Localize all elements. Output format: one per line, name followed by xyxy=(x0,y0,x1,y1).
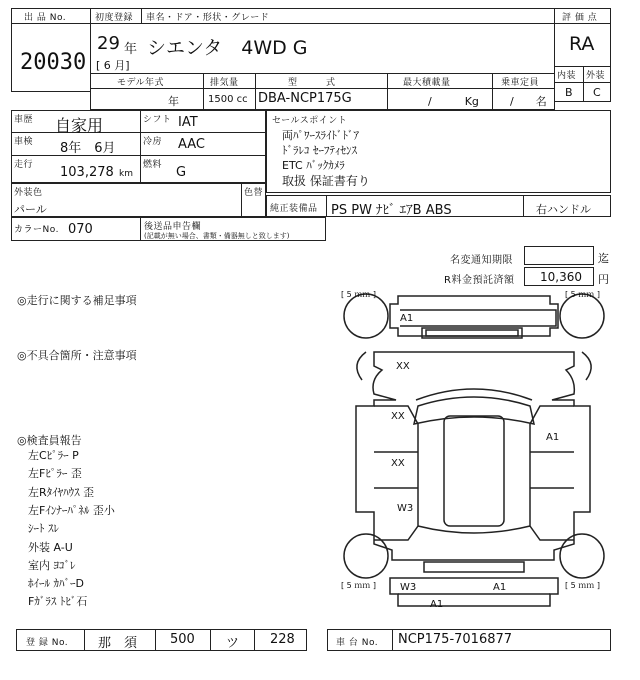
reg-kana: ツ xyxy=(226,636,240,651)
capacity-label: 最大積載量 xyxy=(403,78,451,88)
equipment-label: 純正装備品 xyxy=(270,204,318,214)
reg-number: 228 xyxy=(270,632,295,647)
mark-rear-bottom: A1 xyxy=(430,599,444,610)
info-block xyxy=(11,110,266,183)
mileage-unit: km xyxy=(119,169,133,179)
seats-label: 乗車定員 xyxy=(501,78,540,88)
tire-depth-front-right: [ 5 ｍｍ ] xyxy=(565,290,600,299)
lot-number: 20030 xyxy=(20,50,87,75)
color-label: 外装色 xyxy=(14,188,43,198)
fuel-value: G xyxy=(176,165,187,180)
model-label: 型 式 xyxy=(288,78,336,88)
inspector-item: 外装 A-U xyxy=(28,541,73,554)
recycle-value: 10,360 xyxy=(540,270,582,284)
tire-depth-rear-right: [ 5 ｍｍ ] xyxy=(565,581,600,590)
inspection-label: 車検 xyxy=(14,137,34,147)
inspection-value: 8年 6月 xyxy=(60,141,116,156)
inspector-item: ﾎｲｰﾙ ｶﾊﾞｰD xyxy=(28,577,84,590)
exterior-label: 外装 xyxy=(586,71,606,81)
aftermarket-label: 後送品申告欄 xyxy=(144,222,202,232)
wheel-front-right xyxy=(560,294,604,338)
mileage-label: 走行 xyxy=(14,160,34,170)
first-reg-label: 初度登録 xyxy=(95,13,134,23)
inspector-item: ｼｰﾄ ｽﾚ xyxy=(28,522,59,535)
reg-class: 500 xyxy=(170,632,195,647)
history-label: 車歴 xyxy=(14,115,34,125)
exterior-score: C xyxy=(593,86,601,99)
score-label: 評 価 点 xyxy=(562,13,598,23)
model-year-label: モデル年式 xyxy=(117,78,165,88)
sales-point-4: 取扱 保証書有り xyxy=(282,174,370,188)
inspector-item: Fｶﾞﾗｽ ﾄﾋﾞ石 xyxy=(28,595,88,608)
lot-label: 出 品 No. xyxy=(24,13,67,23)
car-body xyxy=(356,352,590,560)
reg-no-label: 登 録 No. xyxy=(26,638,69,648)
inspector-item: 左Fﾋﾟﾗｰ 歪 xyxy=(28,467,82,480)
interior-score: B xyxy=(565,86,573,99)
name-label: 車名・ドア・形状・グレード xyxy=(146,13,270,23)
mark-front-bumper: A1 xyxy=(400,313,414,324)
tire-depth-front-left: [ 5 ｍｍ ] xyxy=(341,290,376,299)
inspector-label: ◎検査員報告 xyxy=(17,434,82,447)
drive-notes-label: ◎走行に関する補足事項 xyxy=(17,294,137,307)
recall-field xyxy=(524,246,594,265)
sales-point-3: ETC ﾊﾞｯｸｶﾒﾗ xyxy=(282,159,345,172)
chassis-number: NCP175-7016877 xyxy=(398,632,513,647)
color-value: パール xyxy=(14,203,47,216)
ac-label: 冷房 xyxy=(143,137,163,147)
chassis-label: 車 台 No. xyxy=(336,638,379,648)
mark-rear-bumper-left: W3 xyxy=(400,582,417,593)
reg-year: 29 xyxy=(97,33,120,54)
mileage-value: 103,278 xyxy=(60,165,114,180)
inspector-item: 左Fｲﾝﾅｰﾊﾟﾈﾙ 歪小 xyxy=(28,504,115,517)
capacity-unit: / Kg xyxy=(428,95,479,108)
car-diagram xyxy=(338,288,612,614)
reg-area: 那 須 xyxy=(98,636,138,651)
color-no-label: カラーNo. xyxy=(14,225,59,235)
aftermarket-note: (記載が無い場合、書類・備器無しと致します) xyxy=(144,232,290,240)
tire-depth-rear-left: [ 5 ｍｍ ] xyxy=(341,581,376,590)
inspector-item: 左Rﾀｲﾔﾊｳｽ 歪 xyxy=(28,486,95,499)
tailgate xyxy=(424,562,524,572)
mark-left-rear-door: XX xyxy=(391,458,405,469)
repaint-label: 色替 xyxy=(244,188,264,198)
recycle-label: R料金預託済額 xyxy=(444,275,515,286)
mark-hood-left: XX xyxy=(396,361,410,372)
wheel-front-left xyxy=(344,294,388,338)
defect-notes-label: ◎不具合箇所・注意事項 xyxy=(17,349,137,362)
shift-value: IAT xyxy=(178,115,198,130)
sales-point-2: ﾄﾞﾗﾚｺ ｾｰﾌﾃｨｾﾝｽ xyxy=(282,144,357,157)
ac-value: AAC xyxy=(178,137,205,152)
sales-point-1: 両ﾊﾟﾜｰｽﾗｲﾄﾞﾄﾞｱ xyxy=(282,129,359,142)
displacement: 1500 cc xyxy=(208,94,248,105)
color-box xyxy=(11,183,266,217)
mark-right-side: A1 xyxy=(546,432,560,443)
inspector-item: 左Cﾋﾟﾗｰ P xyxy=(28,449,79,462)
model-code: DBA-NCP175G xyxy=(258,91,352,106)
mark-left-front-door: XX xyxy=(391,411,405,422)
mark-rear-bumper-right: A1 xyxy=(493,582,507,593)
inspector-item: 室内 ﾖｺﾞﾚ xyxy=(28,559,76,572)
reg-year-unit: 年 xyxy=(124,42,138,57)
fuel-label: 燃料 xyxy=(143,160,163,170)
reg-month: [ 6 月] xyxy=(96,59,130,72)
history-value: 自家用 xyxy=(55,116,104,135)
recall-unit: 迄 xyxy=(598,252,609,265)
interior-label: 内装 xyxy=(557,71,577,81)
mark-left-rear: W3 xyxy=(397,503,414,514)
recycle-unit: 円 xyxy=(598,273,609,286)
model-year-unit: 年 xyxy=(168,95,179,108)
sales-points-label: セールスポイント xyxy=(272,116,348,126)
handle-value: 右ハンドル xyxy=(536,203,591,216)
equipment-value: PS PW ﾅﾋﾞ ｴｱB ABS xyxy=(331,203,452,218)
color-no-value: 070 xyxy=(68,222,93,237)
displacement-label: 排気量 xyxy=(210,78,239,88)
score-value: RA xyxy=(569,33,595,55)
recall-label: 名変通知期限 xyxy=(450,255,513,266)
shift-label: シフト xyxy=(143,115,172,125)
seats-unit: / 名 xyxy=(510,95,547,108)
car-name: シエンタ 4WD G xyxy=(147,37,308,59)
